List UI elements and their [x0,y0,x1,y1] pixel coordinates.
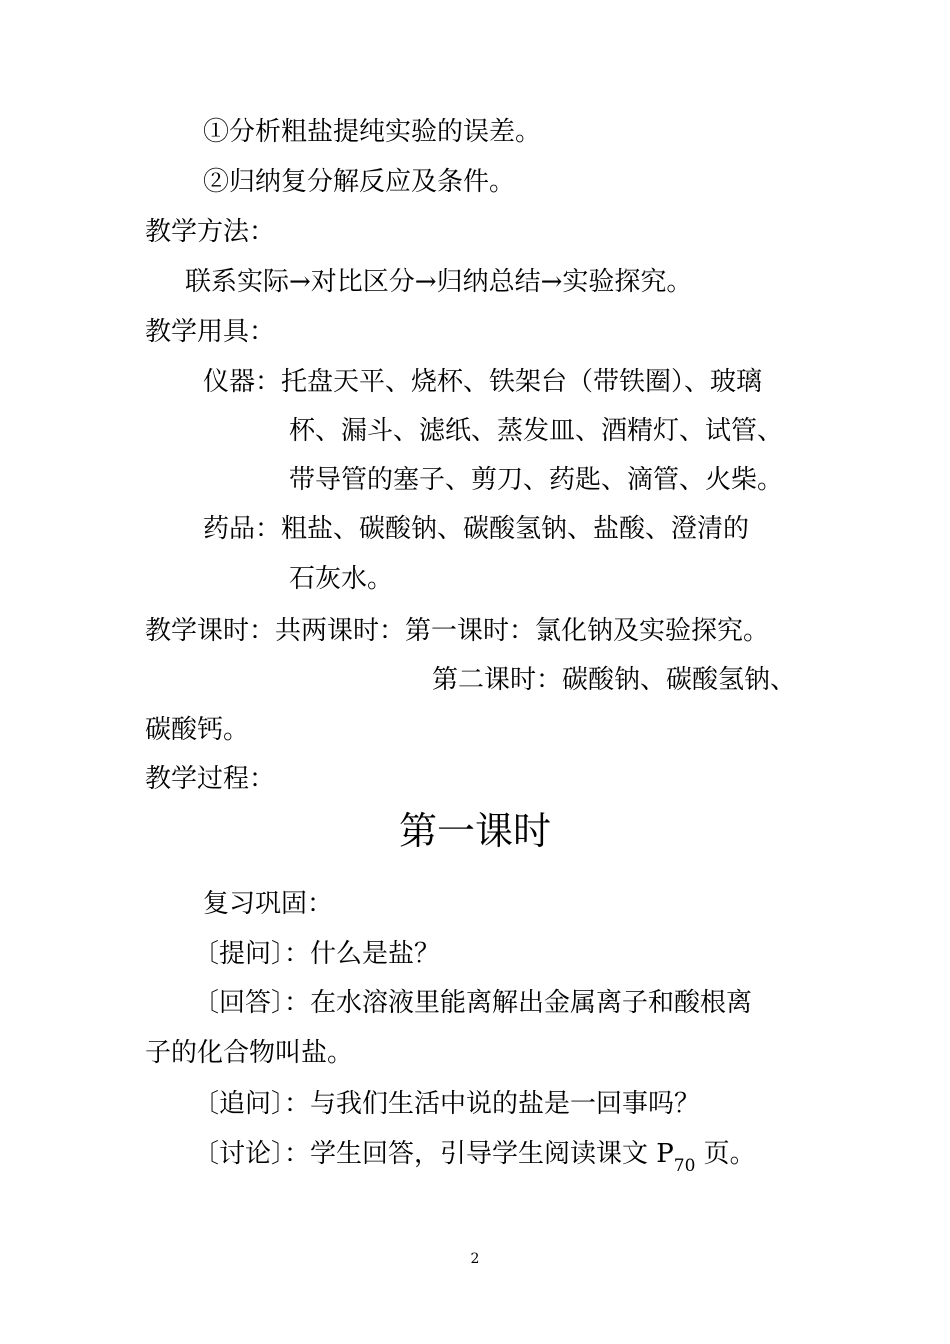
section-heading-tools: 教学用具： [145,317,276,347]
reagents-line-1: 药品：粗盐、碳酸钠、碳酸氢钠、盐酸、澄清的 [203,514,750,544]
instruments-line-2: 杯、漏斗、滤纸、蒸发皿、酒精灯、试管、 [289,416,784,446]
instruments-line-3: 带导管的塞子、剪刀、药匙、滴管、火柴。 [289,465,784,495]
discussion-suffix: 页。 [695,1139,756,1169]
page-number: 2 [470,1251,480,1267]
question-line: 〔提问〕：什么是盐？ [193,939,441,969]
class-hours-line-2: 第二课时：碳酸钠、碳酸氢钠、 [432,665,797,695]
follow-up-question-line: 〔追问〕：与我们生活中说的盐是一回事吗？ [193,1089,701,1119]
page-subscript: 70 [673,1156,696,1176]
discussion-line [193,1137,756,1174]
answer-line-2: 子的化合物叫盐。 [145,1038,354,1068]
section-heading-process: 教学过程： [145,764,276,794]
discussion-text: 〔讨论〕：学生回答，引导学生阅读课文 P [193,1139,674,1169]
class-hours-line-3: 碳酸钙。 [145,715,250,745]
review-heading: 复习巩固： [203,889,334,919]
class-hours-line-1: 教学课时：共两课时：第一课时：氯化钠及实验探究。 [145,616,770,646]
answer-line-1: 〔回答〕：在水溶液里能离解出金属离子和酸根离 [193,988,753,1018]
methods-text: 联系实际→对比区分→归纳总结→实验探究。 [185,267,693,297]
instruments-line-1: 仪器：托盘天平、烧杯、铁架台（带铁圈）、玻璃 [203,367,763,397]
reagents-line-2: 石灰水。 [289,564,394,594]
objective-line-2: ②归纳复分解反应及条件。 [203,167,516,197]
section-heading-methods: 教学方法： [145,217,276,247]
objective-line-1: ①分析粗盐提纯实验的误差。 [203,117,542,147]
lesson-title: 第一课时 [398,809,551,853]
